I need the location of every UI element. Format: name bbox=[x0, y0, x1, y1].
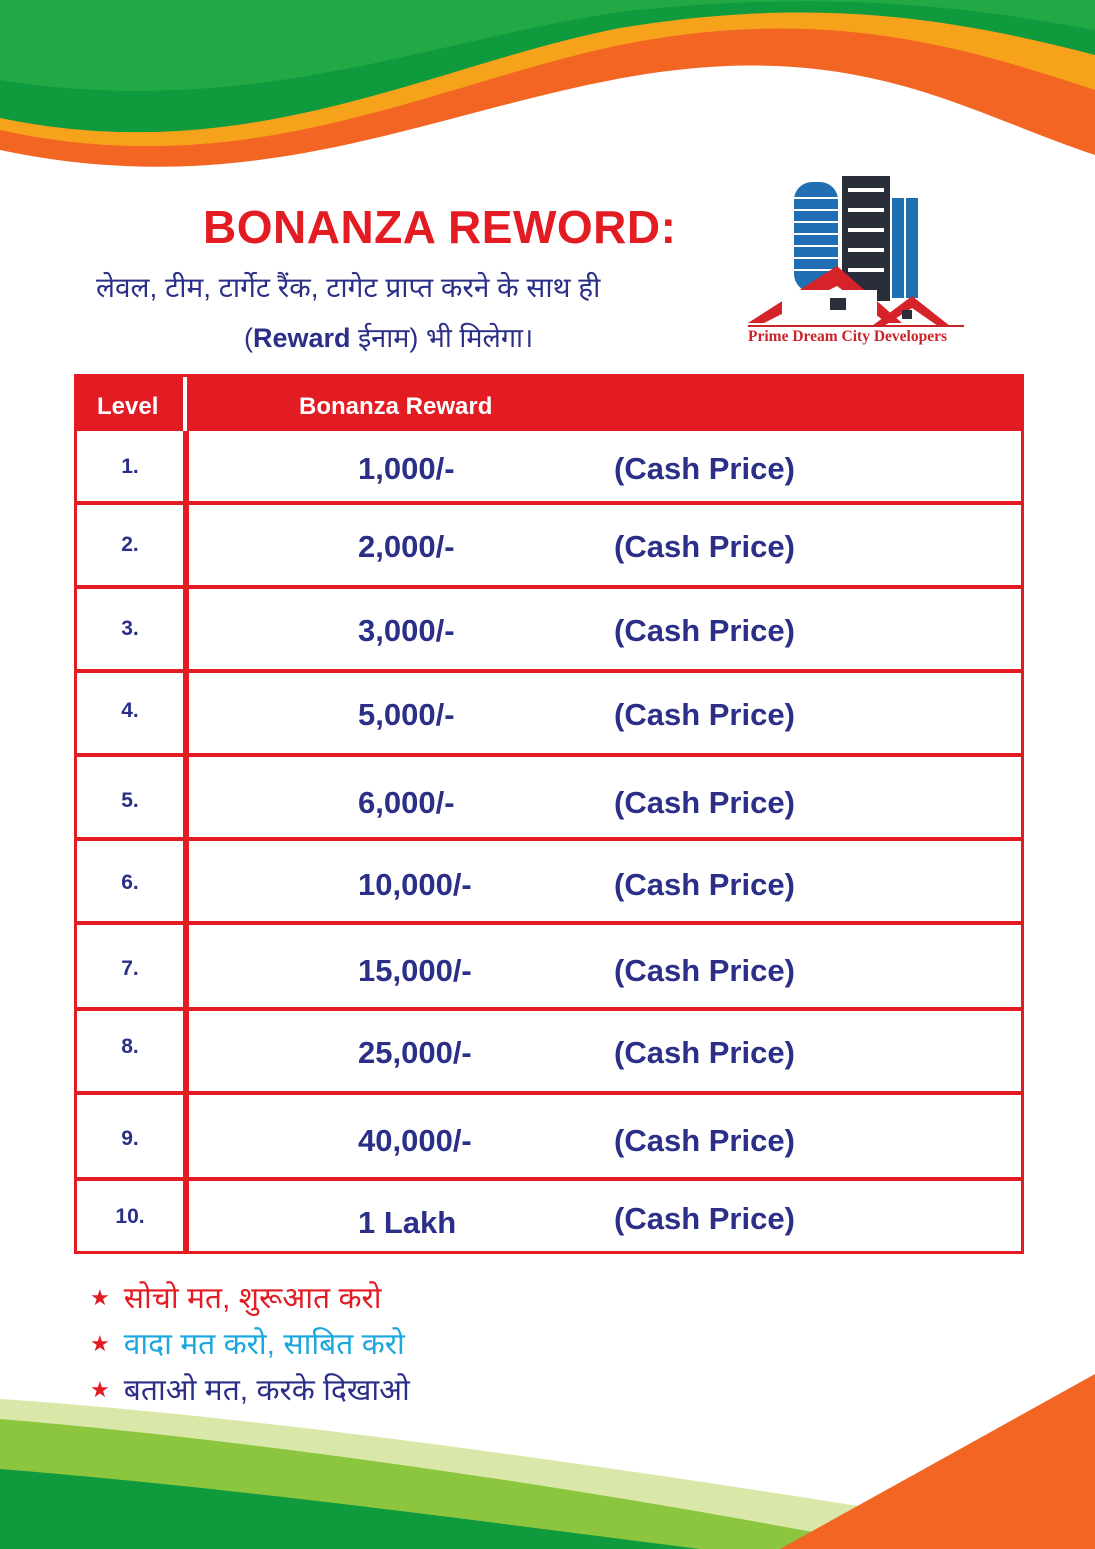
motto-list bbox=[90, 1276, 410, 1414]
page-title: BONANZA REWORD: bbox=[203, 201, 677, 253]
header-level: Level bbox=[97, 393, 159, 420]
row-note: (Cash Price) bbox=[614, 953, 795, 988]
row-note: (Cash Price) bbox=[614, 613, 795, 648]
row-amount: 1,000/- bbox=[358, 451, 455, 486]
table-row bbox=[77, 585, 1021, 669]
table-row bbox=[77, 921, 1021, 1007]
subtitle-rest: ईनाम) भी मिलेगा। bbox=[350, 323, 534, 353]
row-level: 9. bbox=[121, 1127, 139, 1150]
table-row bbox=[77, 1091, 1021, 1177]
row-amount: 15,000/- bbox=[358, 953, 472, 988]
row-amount: 2,000/- bbox=[358, 529, 455, 564]
table-row bbox=[77, 1007, 1021, 1091]
motto-text: बताओ मत, करके दिखाओ bbox=[123, 1374, 410, 1407]
brand-name: Prime Dream City Developers bbox=[748, 328, 947, 345]
row-amount: 5,000/- bbox=[358, 697, 455, 732]
row-amount: 6,000/- bbox=[358, 785, 455, 820]
subtitle-reward-word: Reward bbox=[253, 323, 351, 353]
row-amount: 40,000/- bbox=[358, 1123, 472, 1158]
subtitle-line-2 bbox=[244, 318, 533, 355]
table-header bbox=[77, 377, 1021, 431]
row-level: 4. bbox=[121, 699, 139, 722]
row-amount: 10,000/- bbox=[358, 867, 472, 902]
motto-item bbox=[90, 1368, 410, 1414]
row-note: (Cash Price) bbox=[614, 785, 795, 820]
motto-text: सोचो मत, शुरूआत करो bbox=[123, 1282, 382, 1315]
table-row bbox=[77, 753, 1021, 837]
table-row bbox=[77, 1177, 1021, 1251]
star-icon: ★ bbox=[90, 1285, 110, 1310]
motto-text: वादा मत करो, साबित करो bbox=[123, 1328, 405, 1361]
row-note: (Cash Price) bbox=[614, 1201, 795, 1236]
header-bonanza-reward: Bonanza Reward bbox=[299, 393, 493, 420]
reward-table bbox=[74, 374, 1024, 1254]
row-level: 2. bbox=[121, 533, 139, 556]
row-note: (Cash Price) bbox=[614, 867, 795, 902]
row-level: 10. bbox=[115, 1205, 145, 1228]
row-amount: 3,000/- bbox=[358, 613, 455, 648]
table-row bbox=[77, 501, 1021, 585]
row-level: 1. bbox=[121, 455, 139, 478]
row-level: 6. bbox=[121, 871, 139, 894]
building-house-icon bbox=[742, 168, 972, 353]
table-row bbox=[77, 837, 1021, 921]
subtitle-line-1: लेवल, टीम, टार्गेट रैंक, टागेट प्राप्त करने के साथ ही bbox=[96, 272, 601, 303]
row-level: 8. bbox=[121, 1035, 139, 1058]
table-row bbox=[77, 669, 1021, 753]
motto-item bbox=[90, 1276, 410, 1322]
header-divider bbox=[183, 377, 187, 431]
row-note: (Cash Price) bbox=[614, 1035, 795, 1070]
row-level: 3. bbox=[121, 617, 139, 640]
row-level: 5. bbox=[121, 789, 139, 812]
row-level: 7. bbox=[121, 957, 139, 980]
star-icon: ★ bbox=[90, 1331, 110, 1356]
row-note: (Cash Price) bbox=[614, 697, 795, 732]
table-row bbox=[77, 431, 1021, 501]
motto-item bbox=[90, 1322, 410, 1368]
row-note: (Cash Price) bbox=[614, 451, 795, 486]
row-note: (Cash Price) bbox=[614, 1123, 795, 1158]
subtitle-paren: ( bbox=[244, 323, 253, 353]
row-amount: 25,000/- bbox=[358, 1035, 472, 1070]
star-icon: ★ bbox=[90, 1377, 110, 1402]
row-amount: 1 Lakh bbox=[358, 1205, 457, 1240]
row-note: (Cash Price) bbox=[614, 529, 795, 564]
